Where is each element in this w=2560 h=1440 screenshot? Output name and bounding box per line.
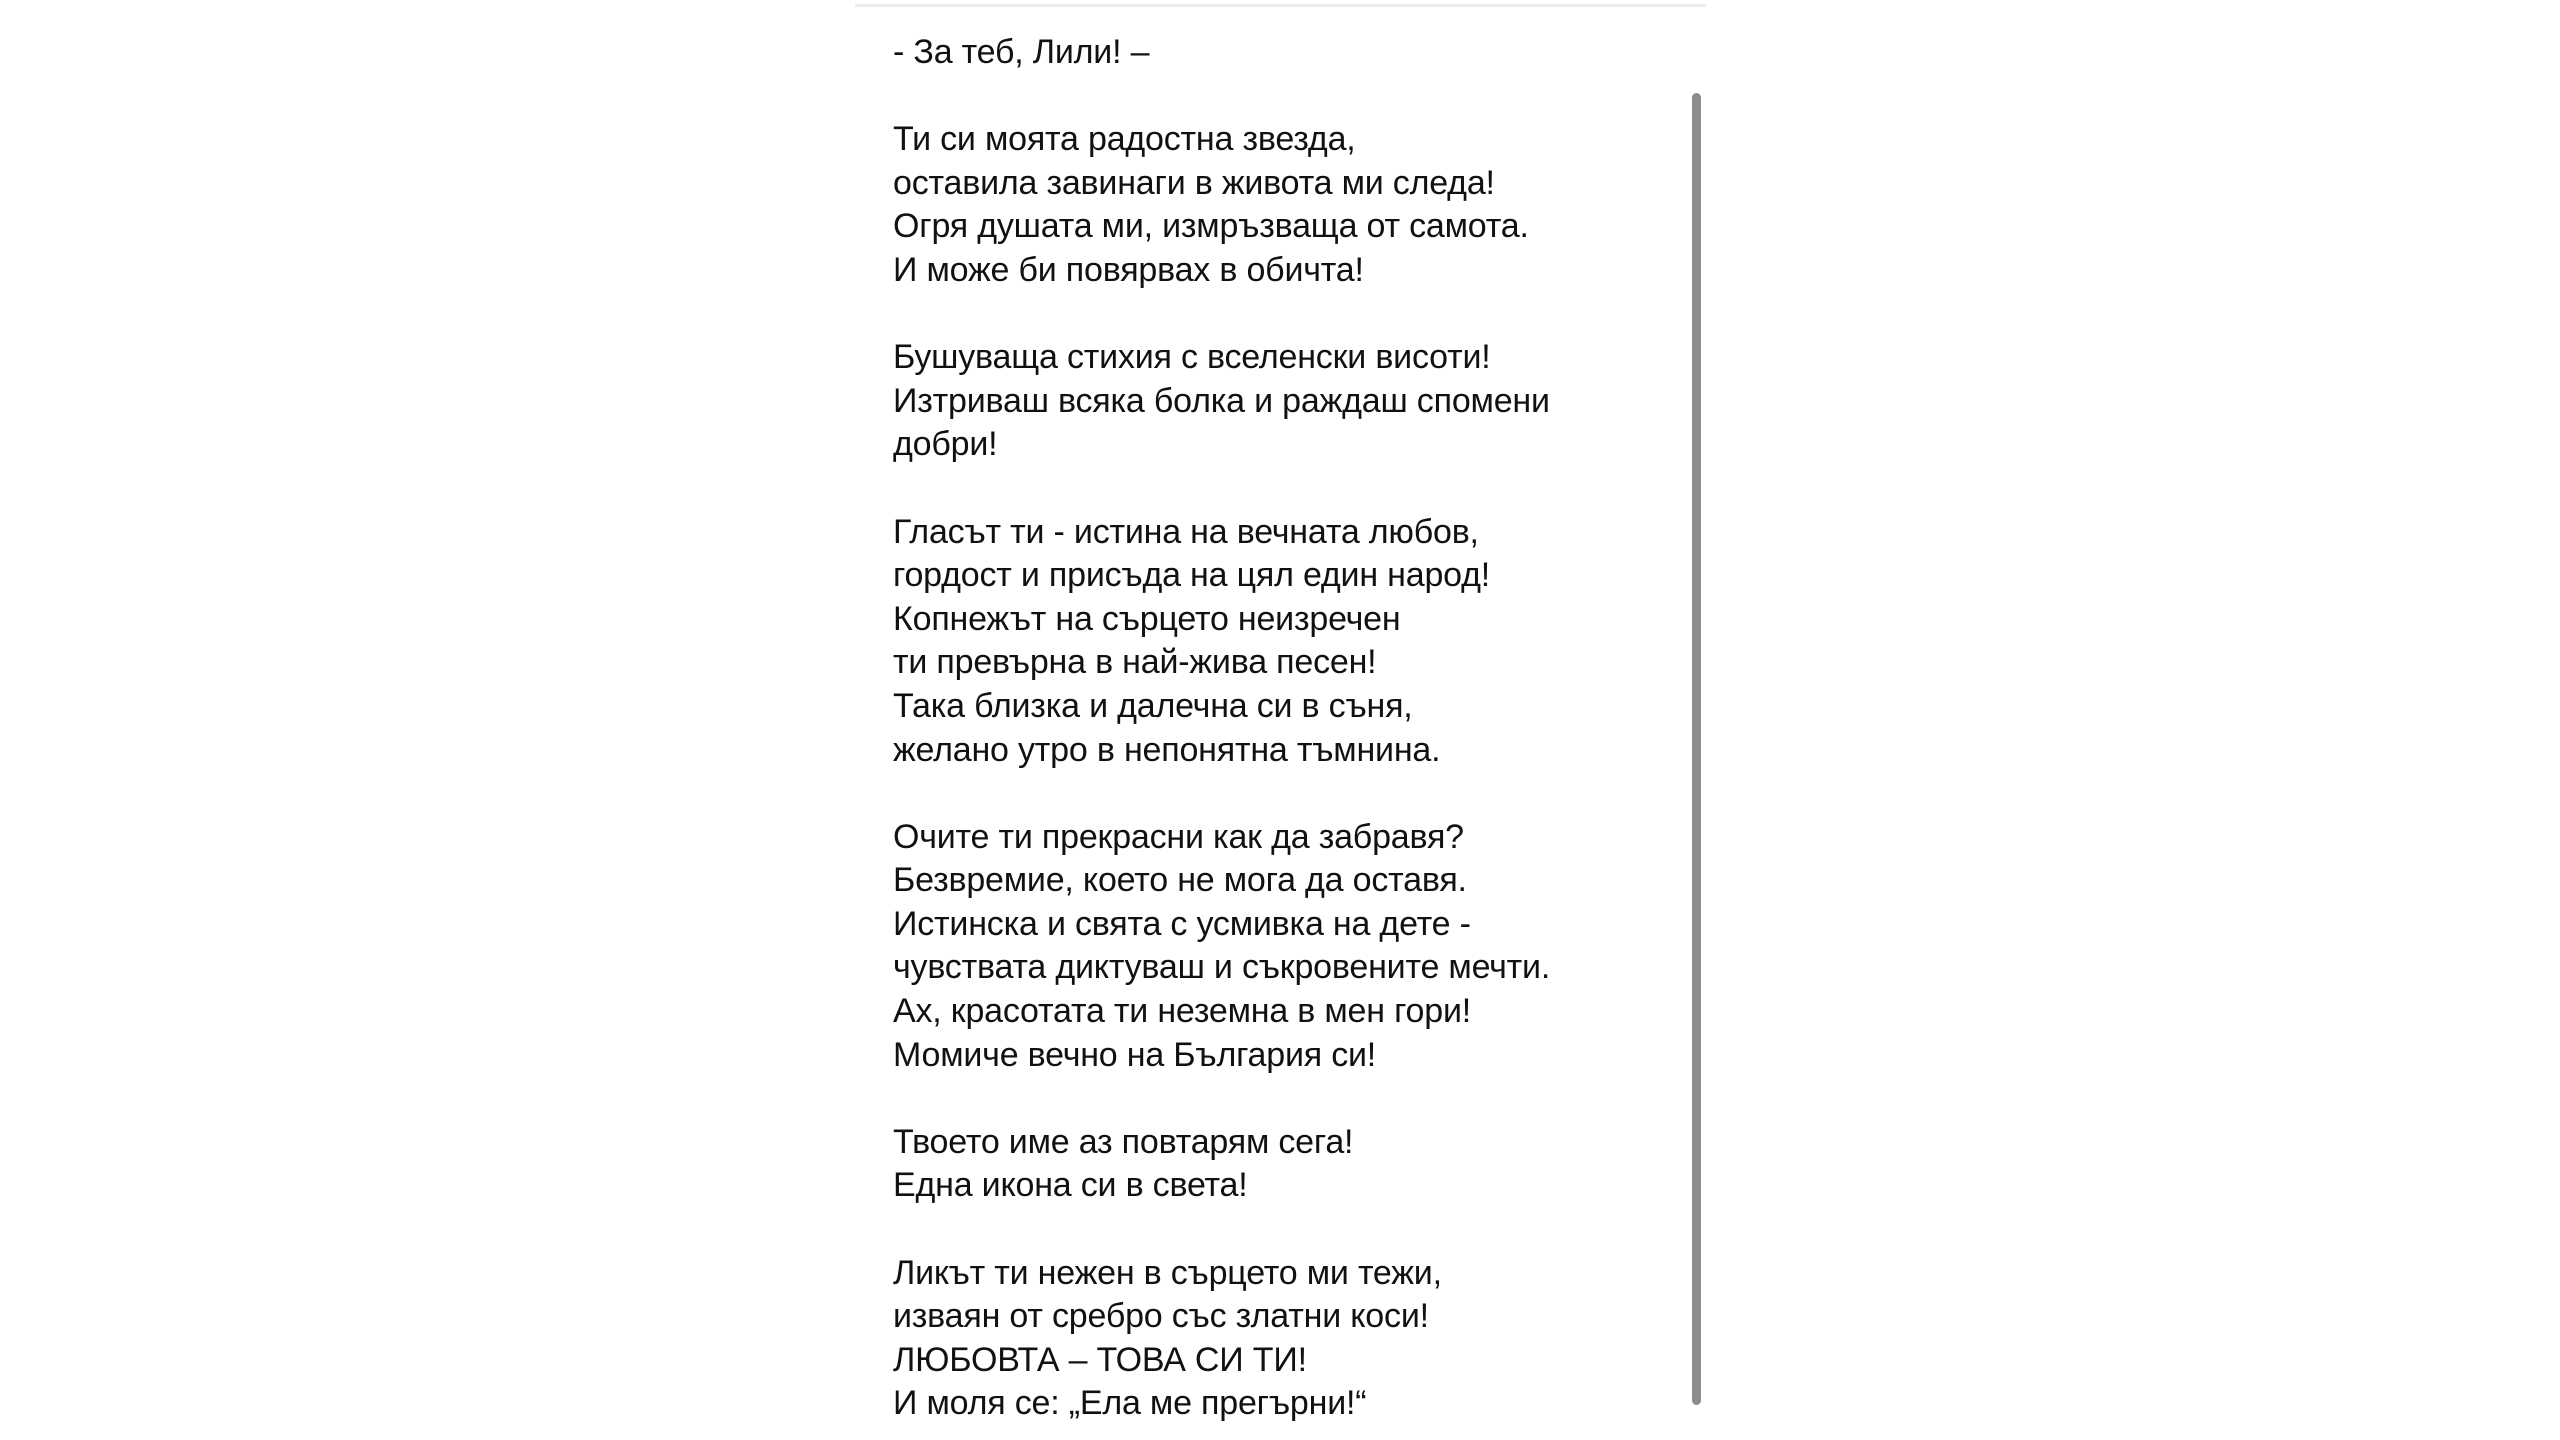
- poem-line: Ликът ти нежен в сърцето ми тежи,: [893, 1253, 1442, 1292]
- poem-line: оставила завинаги в живота ми следа!: [893, 163, 1495, 202]
- poem-line: Гласът ти - истина на вечната любов,: [893, 512, 1479, 551]
- poem-blank-line: [893, 1077, 1613, 1121]
- text-panel: [855, 0, 1706, 1440]
- poem-line: Така близка и далечна си в съня,: [893, 686, 1413, 725]
- poem-line: Ти си моята радостна звезда,: [893, 120, 1356, 159]
- panel-top-divider: [855, 4, 1706, 7]
- poem-text: [893, 31, 1613, 1426]
- poem-line: Твоето име аз повтарям сега!: [893, 1122, 1354, 1161]
- poem-line: гордост и присъда на цял един народ!: [893, 556, 1491, 595]
- poem-line: изваян от сребро със златни коси!: [893, 1297, 1429, 1336]
- poem-dedication: - За теб, Лили! –: [893, 33, 1150, 71]
- poem-line: И моля се: „Ела ме прегърни!“: [893, 1384, 1367, 1423]
- poem-line: чувствата диктуваш и съкровените мечти.: [893, 948, 1551, 987]
- poem-line: Безвремие, което не мога да оставя.: [893, 861, 1467, 900]
- poem-line: Огря душата ми, измръзваща от самота.: [893, 207, 1529, 246]
- poem-blank-line: [893, 772, 1613, 816]
- poem-blank-line: [893, 467, 1613, 511]
- poem-line: ти превърна в най-жива песен!: [893, 643, 1377, 682]
- poem-line: Истинска и свята с усмивка на дете -: [893, 904, 1471, 943]
- poem-line: Една икона си в света!: [893, 1166, 1248, 1205]
- poem-blank-line: [893, 293, 1613, 337]
- poem-line: Изтриваш всяка болка и раждаш спомени: [893, 381, 1550, 420]
- poem-line: ЛЮБОВТА – ТОВА СИ ТИ!: [893, 1340, 1307, 1379]
- poem-line: Бушуваща стихия с вселенски висоти!: [893, 338, 1491, 377]
- poem-blank-line: [893, 1208, 1613, 1252]
- poem-line: Очите ти прекрасни как да забравя?: [893, 817, 1464, 856]
- poem-blank-line: [893, 75, 1613, 119]
- poem-line: Копнежът на сърцето неизречен: [893, 599, 1401, 638]
- vertical-scrollbar-thumb[interactable]: [1692, 93, 1701, 1405]
- poem-line: И може би повярвах в обичта!: [893, 250, 1364, 289]
- poem-line: желано утро в непонятна тъмнина.: [893, 730, 1441, 769]
- poem-line: Момиче вечно на България си!: [893, 1035, 1377, 1074]
- poem-line: добри!: [893, 425, 998, 464]
- poem-line: Ах, красотата ти неземна в мен гори!: [893, 992, 1472, 1031]
